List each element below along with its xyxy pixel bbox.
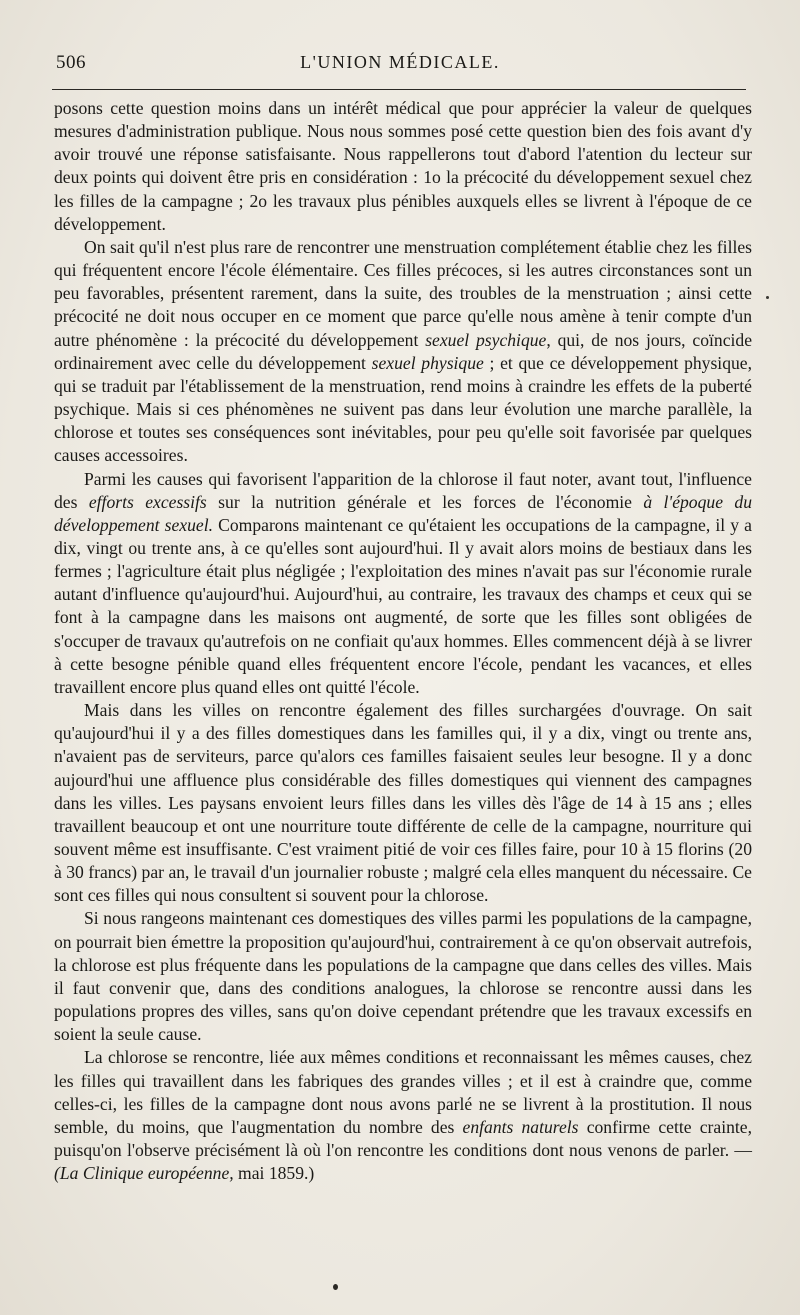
text-run: Si nous rangeons maintenant ces domestiques des villes parmi les populations de la campagne, on pourrait bien émettre la proposition qu'aujourd'hui, contrairement à ce qu'on observait autrefois, la chlorose est plus fréquente dans les populations de la campagne que dans celles des villes. Mais il faut convenir que, dans des conditions analogues, la chlorose se rencontre aussi dans les populations propres des villes, sans qu'on doive cependant prétendre que les travaux excessifs en soient la seule cause.	[54, 908, 752, 1045]
ink-dot	[333, 1284, 338, 1290]
text-run: La chlorose se rencontre, liée aux mêmes conditions et reconnaissant les mêmes causes, chez les filles qui travaillent dans les fabriques des grandes villes ; et il est à craindre que, comme celles-ci, les filles de la campagne dont nous avons parlé ne se livrent à la prostitution. Il nous semble, du moins, que l'augmentation du nombre des	[54, 1047, 752, 1137]
text-run: ; et que ce développement physique, qui se traduit par l'établissement de la menstruation, rend moins à craindre les effets de la puberté psychique. Mais si ces phénomènes ne suivent pas dans leur évolution une marche parallèle, la chlorose et toutes ses conséquences sont inévitables, pour peu qu'elle soit favorisée par quelques causes accessoires.	[54, 352, 752, 466]
paragraph	[54, 907, 752, 1046]
italic-text: (La Clinique européenne,	[54, 1163, 234, 1184]
paragraph	[54, 468, 752, 700]
text-run: mai 1859.)	[233, 1163, 315, 1184]
page-header	[50, 52, 750, 78]
running-title: L'UNION MÉDICALE.	[300, 52, 500, 72]
text-run: confirme cette crainte, puisqu'on l'observe précisément là où l'on rencontre les conditions dont nous venons de parler. —	[54, 1116, 752, 1161]
text-run: Parmi les causes qui favorisent l'apparition de la chlorose il faut noter, avant tout, l'influence des	[54, 468, 752, 512]
text-run: , qui, de nos jours, coïncide ordinairement avec celle du développement	[54, 329, 752, 373]
paragraph	[54, 699, 752, 907]
italic-text: sexuel psychique	[425, 329, 547, 350]
text-run: Mais dans les villes on rencontre également des filles surchargées d'ouvrage. On sait qu'aujourd'hui il y a des filles domestiques dans les familles qui, il y a dix, vingt ou trente ans, n'avaient pas de serviteurs, parce qu'alors ces familles faisaient seules leur besogne. Il y a donc aujourd'hui une affluence plus considérable des filles domestiques qui viennent des campagnes dans les villes. Les paysans envoient leurs filles dans les villes dès l'âge de 14 à 15 ans ; elles travaillent beaucoup et ont une nourriture toute différente de celle de la campagne, nourriture qui souvent même est insuffisante. C'est vraiment pitié de voir ces filles faire, pour 10 à 15 florins (20 à 30 francs) par an, le travail d'un journalier robuste ; malgré cela elles manquent du nécessaire. Ce sont ces filles qui nous consultent si souvent pour la chlorose.	[54, 700, 752, 906]
paragraph	[54, 1046, 752, 1185]
text-run: On sait qu'il n'est plus rare de rencontrer une menstruation complétement établie chez les filles qui fréquentent encore l'école élémentaire. Ces filles précoces, si les autres circonstances sont un peu favorables, présentent rarement, dans la suite, des troubles de la menstruation ; ainsi cette précocité ne doit nous occuper en ce moment que parce qu'elle nous amène à tenir compte d'un autre phénomène : la précocité du développement	[54, 236, 752, 350]
text-run: posons cette question moins dans un intérêt médical que pour apprécier la valeur de quelques mesures d'administration publique. Nous nous sommes posé cette question bien des fois avant d'y avoir trouvé une réponse satisfaisante. Nous rappellerons tout d'abord l'atention du lecteur sur deux points qui doivent être pris en considération : 1o la précocité du développement sexuel chez les filles de la campagne ; 2o les travaux plus pénibles auxquels elles se livrent à l'époque de ce développement.	[54, 98, 752, 234]
text-run: sur la nutrition générale et les forces de l'économie	[206, 491, 644, 512]
ink-speck	[766, 296, 769, 299]
text-run: Comparons maintenant ce qu'étaient les occupations de la campagne, il y a dix, vingt ou trente ans, à ce qu'elles sont aujourd'hui. Il y avait alors moins de bestiaux dans les fermes ; l'agriculture était plus négligée ; l'exploitation des mines n'avait pas sur l'économie rurale autant d'influence qu'aujourd'hui. Aujourd'hui, au contraire, les travaux des champs et ceux qui se font à la campagne dans les maisons ont augmenté, de sorte que les filles sont obligées de s'occuper de travaux qu'autrefois on ne confiait qu'aux hommes. Elles commencent déjà à se livrer à cette besogne pénible quand elles fréquentent encore l'école, pendant les vacances, et elles travaillent encore plus quand elles ont quitté l'école.	[54, 514, 752, 697]
page-number: 506	[56, 52, 86, 73]
italic-text: efforts excessifs	[88, 491, 207, 512]
italic-text: sexuel physique	[371, 352, 484, 373]
article-body	[54, 97, 752, 1185]
paragraph	[54, 236, 752, 468]
italic-text: enfants naturels	[462, 1116, 579, 1137]
italic-text: à l'époque du développement sexuel.	[54, 491, 752, 535]
header-rule	[52, 89, 746, 90]
paragraph	[54, 97, 752, 236]
